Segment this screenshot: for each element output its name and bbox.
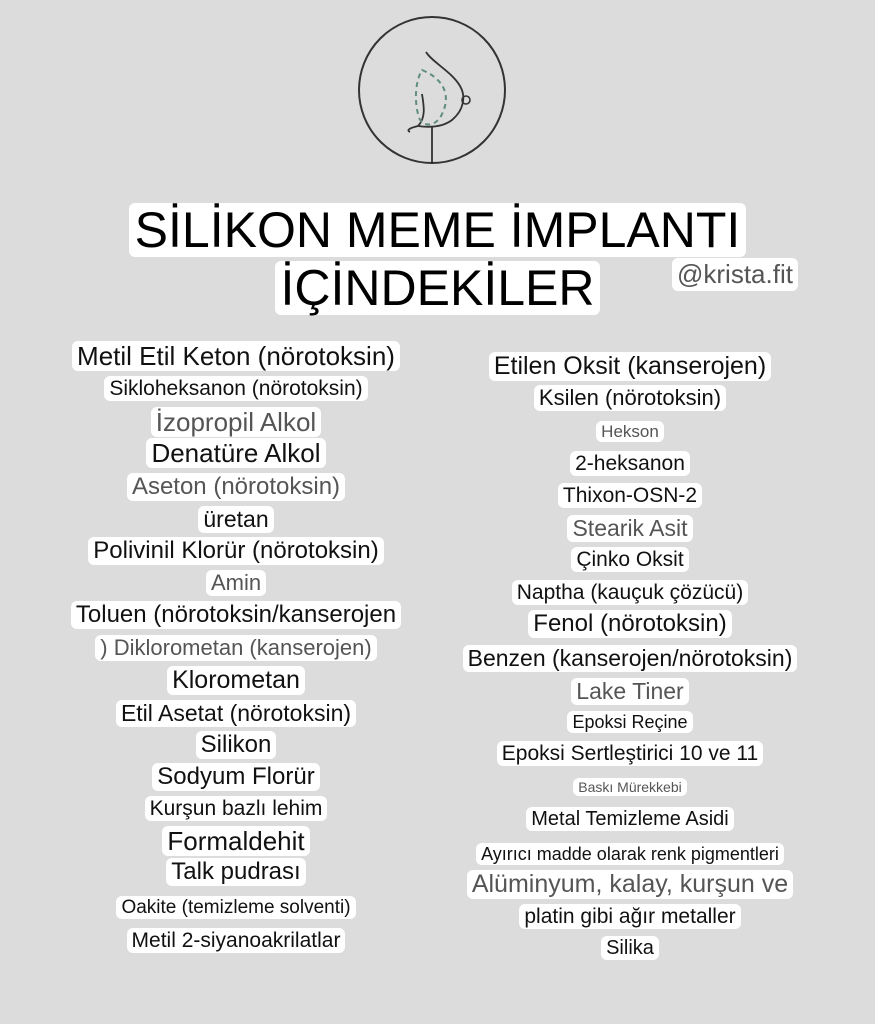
left-ingredient-item <box>26 896 446 919</box>
left-ingredient-item <box>26 858 446 886</box>
left-ingredient-item <box>26 826 446 856</box>
right-ingredient-item <box>410 451 850 476</box>
right-ingredient-item <box>410 711 850 733</box>
right-ingredient-item-label: Benzen (kanserojen/nörotoksin) <box>463 645 798 672</box>
left-ingredient-item-label: Kurşun bazlı lehim <box>145 796 328 821</box>
left-ingredient-item-label: Sikloheksanon (nörotoksin) <box>104 376 367 401</box>
right-ingredient-item-label: Ksilen (nörotoksin) <box>534 385 726 411</box>
right-ingredient-item <box>410 483 850 508</box>
left-ingredient-item-label: Klorometan <box>167 666 305 695</box>
left-ingredient-item <box>26 407 446 437</box>
left-ingredient-item-label: Polivinil Klorür (nörotoksin) <box>88 537 383 565</box>
right-ingredient-item <box>410 870 850 899</box>
right-ingredient-item <box>410 678 850 705</box>
left-ingredient-item-label: Silikon <box>196 731 277 759</box>
left-ingredient-item-label: ) Diklorometan (kanserojen) <box>95 635 376 661</box>
left-ingredient-item <box>26 731 446 759</box>
right-ingredient-item-label: Naptha (kauçuk çözücü) <box>512 580 748 605</box>
left-ingredient-item-label: Oakite (temizleme solventi) <box>116 896 355 919</box>
right-ingredient-item <box>410 645 850 672</box>
left-ingredient-item <box>26 928 446 953</box>
left-ingredient-item <box>26 570 446 596</box>
left-ingredient-item-label: Etil Asetat (nörotoksin) <box>116 700 356 727</box>
title-line-2: İÇİNDEKİLER <box>275 261 601 315</box>
left-ingredient-item-label: Denatüre Alkol <box>146 438 325 468</box>
left-ingredient-item <box>26 635 446 661</box>
left-ingredient-item-label: Formaldehit <box>162 826 309 856</box>
left-ingredient-item-label: Amin <box>206 570 266 596</box>
right-ingredient-list <box>410 0 850 1024</box>
left-ingredient-item-label: üretan <box>198 506 273 533</box>
right-ingredient-item-label: Hekson <box>596 421 664 442</box>
left-ingredient-item-label: Metil Etil Keton (nörotoksin) <box>72 341 400 371</box>
left-ingredient-item-label: İzopropil Alkol <box>151 407 321 437</box>
left-ingredient-item <box>26 341 446 371</box>
right-ingredient-item <box>410 807 850 831</box>
right-ingredient-item <box>410 778 850 796</box>
right-ingredient-item-label: Etilen Oksit (kanserojen) <box>489 352 771 381</box>
right-ingredient-item-label: Ayırıcı madde olarak renk pigmentleri <box>476 843 784 865</box>
left-ingredient-item <box>26 700 446 727</box>
right-ingredient-item-label: Metal Temizleme Asidi <box>526 807 733 831</box>
right-ingredient-item-label: Thixon-OSN-2 <box>558 483 702 508</box>
left-ingredient-item <box>26 601 446 629</box>
right-ingredient-item-label: Fenol (nörotoksin) <box>528 610 731 638</box>
right-ingredient-item-label: Stearik Asit <box>567 515 692 542</box>
left-ingredient-item <box>26 763 446 791</box>
right-ingredient-item <box>410 580 850 605</box>
left-ingredient-list <box>26 0 446 1024</box>
left-ingredient-item <box>26 376 446 401</box>
right-ingredient-item <box>410 936 850 960</box>
left-ingredient-item <box>26 537 446 565</box>
right-ingredient-item <box>410 421 850 442</box>
left-ingredient-item-label: Toluen (nörotoksin/kanserojen <box>71 601 401 629</box>
right-ingredient-item-label: Çinko Oksit <box>571 547 688 572</box>
author-handle: @krista.fit <box>672 258 798 291</box>
right-ingredient-item <box>410 352 850 381</box>
right-ingredient-item <box>410 741 850 766</box>
left-ingredient-item <box>26 666 446 695</box>
right-ingredient-item <box>410 547 850 572</box>
right-ingredient-item-label: 2-heksanon <box>570 451 690 476</box>
right-ingredient-item <box>410 904 850 929</box>
right-ingredient-item-label: Epoksi Sertleştirici 10 ve 11 <box>497 741 763 766</box>
right-ingredient-item-label: Lake Tiner <box>571 678 688 705</box>
left-ingredient-item-label: Metil 2-siyanoakrilatlar <box>127 928 346 953</box>
left-ingredient-item <box>26 796 446 821</box>
right-ingredient-item-label: Silika <box>601 936 659 960</box>
left-ingredient-item-label: Talk pudrası <box>166 858 305 886</box>
left-ingredient-item-label: Aseton (nörotoksin) <box>127 473 345 501</box>
title-line-1: SİLİKON MEME İMPLANTI <box>129 203 747 257</box>
right-ingredient-item-label: platin gibi ağır metaller <box>519 904 740 929</box>
right-ingredient-item <box>410 385 850 411</box>
right-ingredient-item <box>410 843 850 865</box>
left-ingredient-item <box>26 506 446 533</box>
right-ingredient-item-label: Baskı Mürekkebi <box>573 778 686 796</box>
right-ingredient-item-label: Epoksi Reçine <box>567 711 692 733</box>
left-ingredient-item-label: Sodyum Florür <box>152 763 319 791</box>
left-ingredient-item <box>26 438 446 468</box>
right-ingredient-item <box>410 610 850 638</box>
left-ingredient-item <box>26 473 446 501</box>
right-ingredient-item <box>410 515 850 542</box>
right-ingredient-item-label: Alüminyum, kalay, kurşun ve <box>467 870 793 899</box>
